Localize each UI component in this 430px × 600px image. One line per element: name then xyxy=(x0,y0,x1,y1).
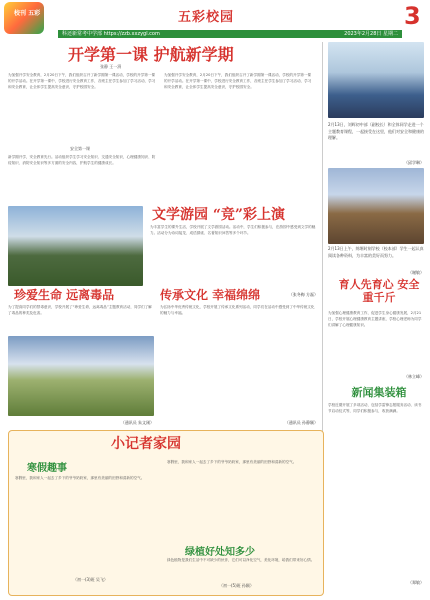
small-reporter-body1-col2: 寒假里，我和家人一起去了乡下的爷爷奶奶家，那里有美丽的田野和清新的空气。 xyxy=(167,460,297,464)
article2-body: 为丰富学生的课外生活，学校开展了文学游园活动。活动中，学生们积极参与，在游园中感受到文学的魅力。活动分为诗词接龙、成语猜谜、名著知识问答等多个环节。 xyxy=(150,225,316,235)
sidebar-body-2: 学校近期开展了多项活动，包括学雷锋志愿服务活动、读书节启动仪式等，同学们积极参与，收获满满。 xyxy=(328,403,422,413)
issue-strip xyxy=(58,30,402,38)
article4-note: （通讯员 孙静颖） xyxy=(284,420,318,425)
article1-body: 为加强开学安全教育，2月20日下午，我们组织召开了新学期第一课活动，学校的开学第一课的开学活动。在开学第一课中，学校进行安全教育工作，各班主任学生参加了学习活动，学习和安全教育，让全体学生提高安全意识，守护校园安全。 xyxy=(8,73,156,89)
small-reporter-banner: 小记者家园 xyxy=(111,436,181,452)
sidebar-note-3: （林立峰） xyxy=(404,374,424,379)
article1-section-label: 安全第一课 xyxy=(70,146,90,151)
article3-body: 为了提高同学们的禁毒意识，学校开展了“珍爱生命，远离毒品”主题教育活动，同学们了解了毒品的种类及危害。 xyxy=(8,305,152,315)
article1-byline: 张静 王一涓 xyxy=(100,64,122,69)
sidebar-note-2: （谢敏） xyxy=(408,270,424,275)
sidebar-headline-2: 新闻集装箱 xyxy=(351,386,407,399)
sidebar-headline-1: 育人先育心 安全重千斤 xyxy=(338,278,420,304)
sidebar-body-1: 为加强心理健康教育工作，促进学生身心健康发展，2月21日，学校开展心理健康教育主题讲座，学校心理老师为同学们讲解了心理健康知识。 xyxy=(328,311,422,327)
sidebar-caption-2: 2月13日上午，绵堰时刻学校（校本部）学生一起认真阅读各种资料，为丰富的美好而努力。 xyxy=(328,246,424,258)
small-reporter-byline2: （初一(5)班 孙颖） xyxy=(219,583,254,588)
sidebar-note-4: （郑敏） xyxy=(408,580,424,585)
article4-headline: 传承文化 幸福绵绵 xyxy=(160,288,261,302)
sidebar-note-1: （邱学琳） xyxy=(404,160,424,165)
article1-headline: 开学第一课 护航新学期 xyxy=(68,45,234,64)
article2-note: （张冬梅 方磊） xyxy=(288,292,318,297)
article3-headline: 珍爱生命 远离毒品 xyxy=(14,288,115,302)
school-logo xyxy=(4,2,44,34)
masthead xyxy=(0,0,430,38)
sidebar-caption-1: 2月13日，刘辉初中部（副校长）和全体同学走进一个主题教育课程，一起接受在这里，他们对安全和健康的理解。 xyxy=(328,122,424,140)
article1-body2: 新学期开学，安全教育先行。活动组织学生学习安全知识、交通安全知识，心理健康知识、防疫知识、消防安全知识等多方面的安全内容，护航学生的健康成长。 xyxy=(8,155,156,165)
article1-body-col2: 为加强开学安全教育，2月20日下午，我们组织召开了新学期第一课活动，学校的开学第一课的开学活动。在开学第一课中，学校进行安全教育工作，各班主任学生参加了学习活动，学习和安全教育，让全体学生提高安全意识，守护校园安全。 xyxy=(164,73,312,89)
page-title: 五彩校园 xyxy=(178,10,235,25)
small-reporter-body1: 寒假里，我和家人一起去了乡下的爷爷奶奶家，那里有美丽的田野和清新的空气。 xyxy=(15,476,145,480)
article3-note: （通讯员 朱文刚） xyxy=(120,420,154,425)
sidebar-photo-1 xyxy=(328,42,424,118)
logo-text: 校刊 五彩 xyxy=(14,10,41,17)
article2-photo xyxy=(8,206,143,286)
article3-photo xyxy=(8,336,154,416)
small-reporter-subtitle1: 寒假趣事 xyxy=(27,463,67,474)
small-reporter-section xyxy=(8,430,324,596)
page-number: 3 xyxy=(404,2,421,30)
issue-date: 2023年2月28日 星期二 xyxy=(344,31,398,37)
small-reporter-body2: 绿色植物是我们生活中不可缺少的伙伴，它们可以净化空气，美化环境，给我们带来好心情。 xyxy=(167,558,315,562)
article4-body: 为弘扬中华优秀传统文化，学校开展了传承文化系列活动，同学们在活动中感受到了中华传统文化的魅力与幸福。 xyxy=(160,305,315,315)
sidebar-photo-2 xyxy=(328,168,424,244)
site-url: 科还新常考中学部 https://zzb.xxzygl.com xyxy=(62,31,160,37)
article2-headline: 文学游园 “竞”彩上演 xyxy=(152,207,285,223)
small-reporter-subtitle2: 绿植好处知多少 xyxy=(185,547,255,558)
small-reporter-byline1: （初一(3)班 吴飞） xyxy=(73,577,108,582)
